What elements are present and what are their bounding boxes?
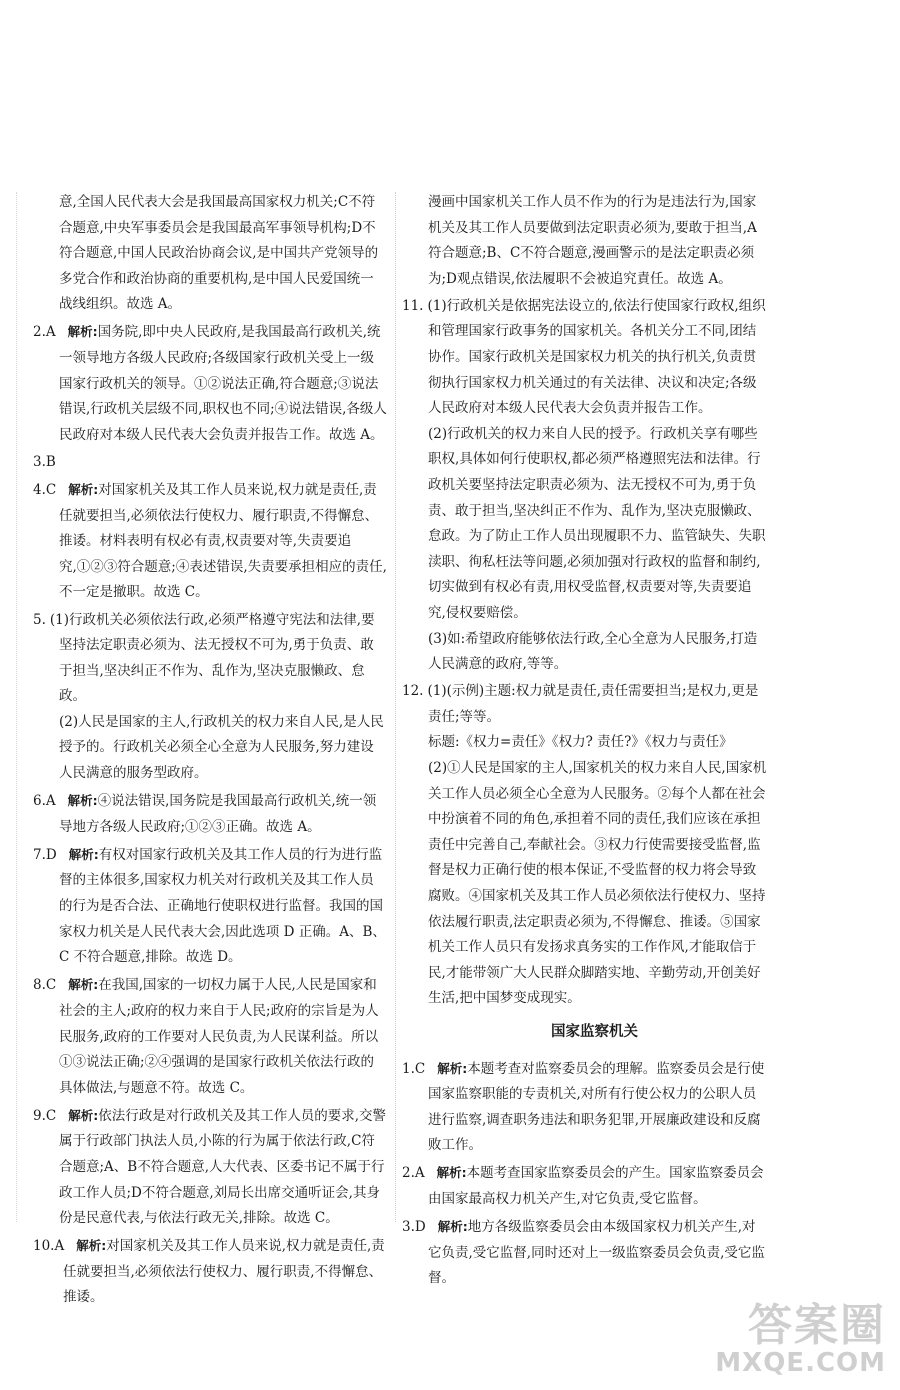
right-column [402, 190, 767, 1293]
answer-part-1: (1)行政机关必须依法行政,必须严格遵守宪法和法律,要坚持法定职责必须为、法无授权不可为,勇于负责、敢于担当,坚决纠正不作为、乱作为,坚决克服懒政、怠政。 [49, 611, 375, 705]
answer-part-3: (3)如:希望政府能够依法行政,全心全意为人民服务,打造人民满意的政府,等等。 [428, 630, 758, 673]
answer-number: 9.C [33, 1107, 57, 1124]
watermark-logo: 答案圈 [748, 1300, 886, 1351]
answer-part-1: (1)(示例)主题:权力就是责任,责任需要担当;是权力,更是责任;等等。 [427, 683, 759, 725]
answer-number: 1.C [402, 1060, 426, 1077]
answer-item-3 [33, 450, 387, 476]
section-title: 国家监察机关 [551, 1024, 638, 1040]
answer-number: 3.B [33, 453, 56, 470]
answer-continuation [33, 190, 387, 318]
answer-item-8 [33, 972, 387, 1101]
analysis-text: 有权对国家行政机关及其工作人员的行为进行监督的主体很多,国家权力机关对行政机关及其工作人员的行为是否合法、正确地行使职权进行监督。我国的国家权力机关是人民代表大会,因此选项 D 正确。A、B、C 不符合题意,排除。故选 D。 [59, 846, 386, 966]
answer-number: 8.C [33, 977, 57, 994]
analysis-label: 解析: [437, 1060, 468, 1076]
answer-item-10 [33, 1233, 387, 1311]
answer-number: 5. [33, 611, 46, 628]
analysis-label: 解析: [437, 1219, 468, 1235]
left-column [33, 190, 387, 1313]
analysis-label: 解析: [436, 1165, 467, 1181]
answer-continuation [402, 190, 767, 292]
answer-titles: 标题:《权力=责任》《权力? 责任?》《权力与责任》 [428, 734, 733, 751]
analysis-label: 解析: [68, 482, 99, 498]
answer-number: 3.D [402, 1219, 426, 1236]
answer-number: 6.A [33, 793, 56, 810]
supervision-answer-3 [402, 1214, 767, 1292]
answer-number: 2.A [33, 324, 56, 341]
analysis-label: 解析: [67, 324, 98, 340]
answer-part-1: (1)行政机关是依据宪法设立的,依法行使国家行政权,组织和管理国家行政事务的国家机关。各机关分工不同,团结协作。国家行政机关是国家权力机关的执行机关,负责贯彻执行国家权力机关通过的有关法律、决议和决定;各级人民政府对本级人民代表大会负责并报告工作。 [427, 297, 766, 417]
supervision-answer-1 [402, 1056, 767, 1159]
supervision-answer-2 [402, 1160, 767, 1212]
left-margin-line [16, 192, 17, 1222]
analysis-text: 对国家机关及其工作人员来说,权力就是责任,责任就要担当,必须依法行使权力、履行职责,不得懈怠、推诿。材料表明有权必有责,权责要对等,失责要追究,①②③符合题意;④表述错误,失责要承担相应的责任,不一定是撤职。故选 C。 [59, 482, 387, 601]
answer-item-11 [402, 294, 767, 678]
answer-item-2 [33, 319, 387, 448]
answer-number: 2.A [402, 1165, 425, 1182]
analysis-text: ④说法错误,国务院是我国最高行政机关,统一领导地方各级人民政府;①②③正确。故选 A。 [59, 793, 377, 835]
watermark-url: MXQE.COM [715, 1348, 886, 1378]
analysis-label: 解析: [68, 1107, 99, 1123]
answer-part-2: (2)①人民是国家的主人,国家机关的权力来自人民,国家机关工作人员必须全心全意为人民服务。②每个人都在社会中扮演着不同的角色,承担着不同的责任,我们应该在承担责任中完善自己,奉献社会。③权力行使需要接受监督,监督是权力正确行使的根本保证,不受监督的权力将会导致腐败。④国家机关及其工作人员必须依法行使权力、坚持依法履行职责,法定职责必须为,不得懈怠、推诿。⑤国家机关工作人员只有发扬求真务实的工作作风,才能取信于民,才能带领广大人民群众脚踏实地、辛勤劳动,开创美好生活,把中国梦变成现实。 [428, 760, 767, 1007]
column-divider [395, 192, 396, 1222]
analysis-text: 本题考查国家监察委员会的产生。国家监察委员会由国家最高权力机关产生,对它负责,受它监督。 [428, 1165, 764, 1208]
analysis-text: 地方各级监察委员会由本级国家权力机关产生,对它负责,受它监督,同时还对上一级监察委员会负责,受它监督。 [428, 1219, 765, 1287]
answer-number: 11. [402, 297, 424, 314]
analysis-text: 依法行政是对行政机关及其工作人员的要求,交警属于行政部门执法人员,小陈的行为属于依法行政,C符合题意;A、B不符合题意,人大代表、区委书记不属于行政工作人员;D不符合题意,刘局长出席交通听证会,其身份是民意代表,与依法行政无关,排除。故选 C。 [59, 1107, 387, 1227]
analysis-text: 本题考查对监察委员会的理解。监察委员会是行使国家监察职能的专责机关,对所有行使公权力的公职人员进行监察,调查职务违法和职务犯罪,开展廉政建设和反腐败工作。 [428, 1060, 765, 1154]
answer-part-2: (2)行政机关的权力来自人民的授予。行政机关享有哪些职权,具体如何行使职权,都必须严格遵照宪法和法律。行政机关要坚持法定职责必须为、法无授权不可为,勇于负责、敢于担当,坚决纠正不作为、乱作为,坚决克服懒政、怠政。为了防止工作人员出现履职不力、监管缺失、失职渎职、徇私枉法等问题,必须加强对行政权的监督和制约,切实做到有权必有责,用权受监督,权责要对等,失责要追究,侵权要赔偿。 [428, 425, 766, 621]
answer-number: 4.C [33, 482, 57, 499]
analysis-text: 国务院,即中央人民政府,是我国最高行政机关,统一领导地方各级人民政府;各级国家行政机关受上一级国家行政机关的领导。①②说法正确,符合题意;③说法错误,行政机关层级不同,职权也不同;④说法错误,各级人民政府对本级人民代表大会负责并报告工作。故选 A。 [59, 324, 387, 443]
analysis-label: 解析: [76, 1238, 107, 1254]
answer-number: 10.A [33, 1238, 65, 1255]
analysis-label: 解析: [67, 793, 98, 809]
answer-item-9 [33, 1103, 387, 1232]
answer-item-6 [33, 788, 387, 840]
answer-item-5 [33, 608, 387, 787]
analysis-label: 解析: [68, 977, 99, 993]
site-watermark [711, 1300, 886, 1378]
analysis-text: 在我国,国家的一切权力属于人民,人民是国家和社会的主人;政府的权力来自于人民;政府的宗旨是为人民服务,政府的工作要对人民负责,为人民谋利益。所以①③说法正确;②④强调的是国家行政机关依法行政的具体做法,与题意不符。故选 C。 [59, 977, 379, 1096]
continuation-text: 意,全国人民代表大会是我国最高国家权力机关;C不符合题意,中央军事委员会是我国最高军事领导机构;D不符合题意,中国人民政治协商会议,是中国共产党领导的多党合作和政治协商的重要机构,是中国人民爱国统一战线组织。故选 A。 [59, 194, 379, 313]
answer-item-12 [402, 679, 767, 1012]
continuation-text: 漫画中国家机关工作人员不作为的行为是违法行为,国家机关及其工作人员要做到法定职责必须为,要敢于担当,A符合题意;B、C不符合题意,漫画警示的是法定职责必须为;D观点错误,依法履职不会被追究責任。故选 A。 [428, 194, 757, 287]
analysis-text: 对国家机关及其工作人员来说,权力就是责任,责任就要担当,必须依法行使权力、履行职责,不得懈怠、推诿。 [63, 1238, 385, 1306]
answer-item-7 [33, 842, 387, 971]
answer-number: 12. [402, 683, 424, 700]
answer-part-2: (2)人民是国家的主人,行政机关的权力来自人民,是人民授予的。行政机关必须全心全意为人民服务,努力建设人民满意的服务型政府。 [59, 713, 384, 782]
analysis-label: 解析: [68, 846, 99, 862]
answer-item-4 [33, 477, 387, 606]
answer-number: 7.D [33, 846, 57, 863]
